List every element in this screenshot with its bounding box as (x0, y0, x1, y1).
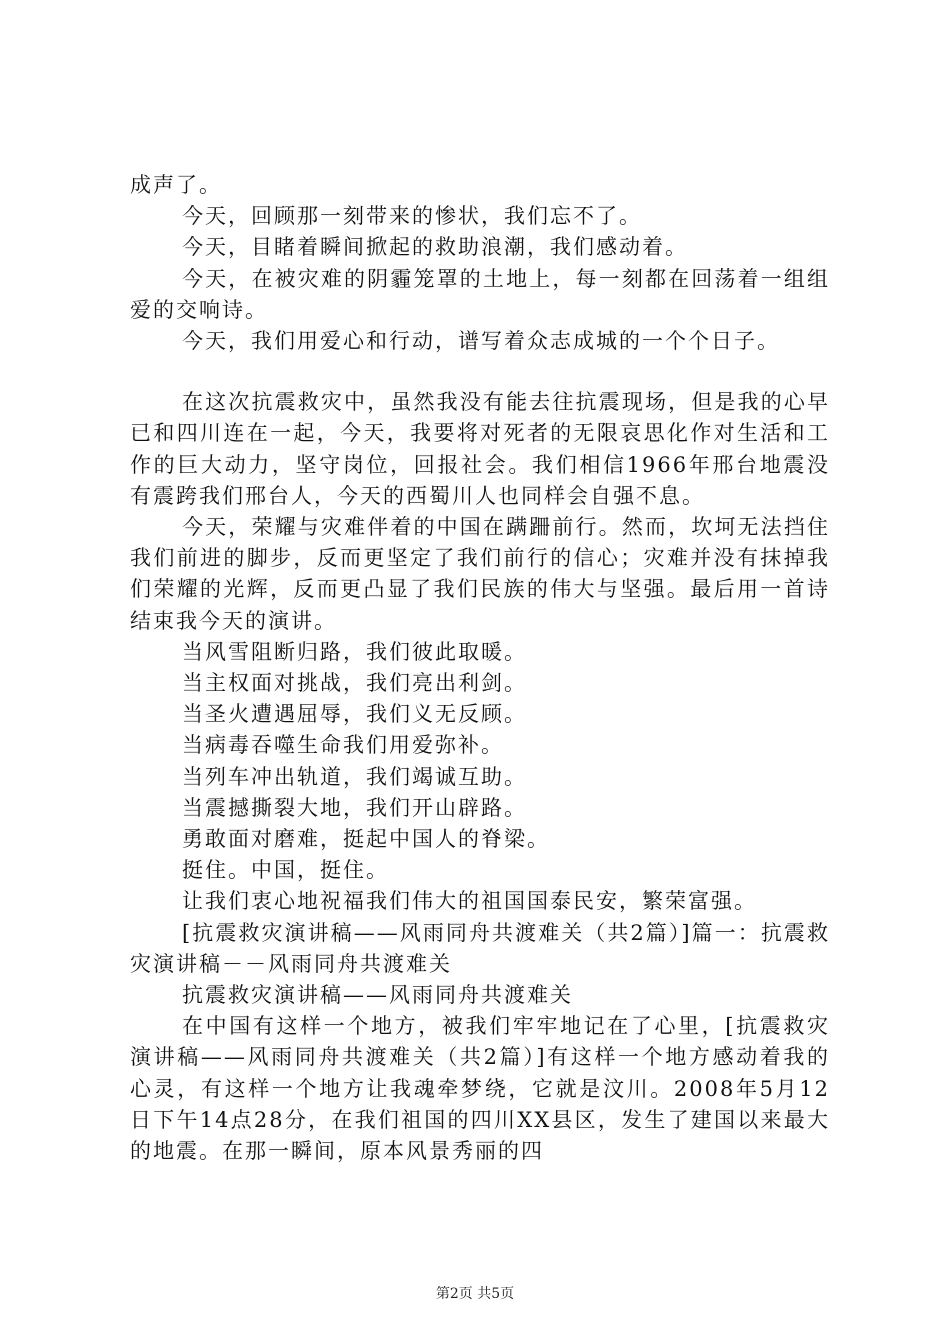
paragraph: 今天，回顾那一刻带来的惨状，我们忘不了。 (182, 204, 642, 229)
paragraph-spacer (130, 357, 830, 387)
paragraph: 挺住。中国，挺住。 (182, 858, 389, 883)
page-number-label: 第2页 共5页 (435, 1286, 515, 1302)
paragraph: 让我们衷心地祝福我们伟大的祖国国泰民安，繁荣富强。 (182, 889, 757, 914)
paragraph: 今天，在被灾难的阴霾笼罩的土地上，每一刻都在回荡着一组组爱的交响诗。 (130, 266, 830, 322)
paragraph: 今天，目睹着瞬间掀起的救助浪潮，我们感动着。 (182, 235, 688, 260)
paragraph: 成声了。 (130, 173, 222, 197)
paragraph: 今天，我们用爱心和行动，谱写着众志成城的一个个日子。 (182, 329, 780, 354)
paragraph: [抗震救灾演讲稿——风雨同舟共渡难关（共2篇）]篇一：抗震救灾演讲稿－－风雨同舟共渡难关 (130, 920, 830, 976)
paragraph: 当风雪阻断归路，我们彼此取暖。 (182, 639, 527, 664)
paragraph: 当圣火遭遇屈辱，我们义无反顾。 (182, 702, 527, 727)
paragraph: 在中国有这样一个地方，被我们牢牢地记在了心里，[抗震救灾演讲稿——风雨同舟共渡难关（共2篇）]有这样一个地方感动着我的心灵，有这样一个地方让我魂牵梦绕，它就是汶川。2008年5月12日下午14点28分，在我们祖国的四川XX县区，发生了建国以来最大的地震。在那一瞬间，原本风景秀丽的四 (130, 1014, 830, 1164)
paragraph-group-bottom (130, 387, 830, 1167)
paragraph: 当病毒吞噬生命我们用爱弥补。 (182, 733, 504, 758)
paragraph: 在这次抗震救灾中，虽然我没有能去往抗震现场，但是我的心早已和四川连在一起，今天，我要将对死者的无限哀思化作对生活和工作的巨大动力，坚守岗位，回报社会。我们相信1966年邢台地震没有震跨我们邢台人，今天的西蜀川人也同样会自强不息。 (130, 390, 830, 508)
paragraph: 勇敢面对磨难，挺起中国人的脊梁。 (182, 827, 550, 852)
paragraph: 当主权面对挑战，我们亮出利剑。 (182, 671, 527, 696)
paragraph: 抗震救灾演讲稿——风雨同舟共渡难关 (182, 983, 573, 1008)
paragraph: 今天，荣耀与灾难伴着的中国在蹒跚前行。然而，坎坷无法挡住我们前进的脚步，反而更坚定了我们前行的信心；灾难并没有抹掉我们荣耀的光辉，反而更凸显了我们民族的伟大与坚强。最后用一首诗结束我今天的演讲。 (130, 515, 830, 633)
page-footer (0, 1283, 950, 1303)
document-body (130, 170, 830, 1167)
paragraph-group-top (130, 170, 830, 357)
paragraph: 当震撼撕裂大地，我们开山辟路。 (182, 795, 527, 820)
paragraph: 当列车冲出轨道，我们竭诚互助。 (182, 764, 527, 789)
